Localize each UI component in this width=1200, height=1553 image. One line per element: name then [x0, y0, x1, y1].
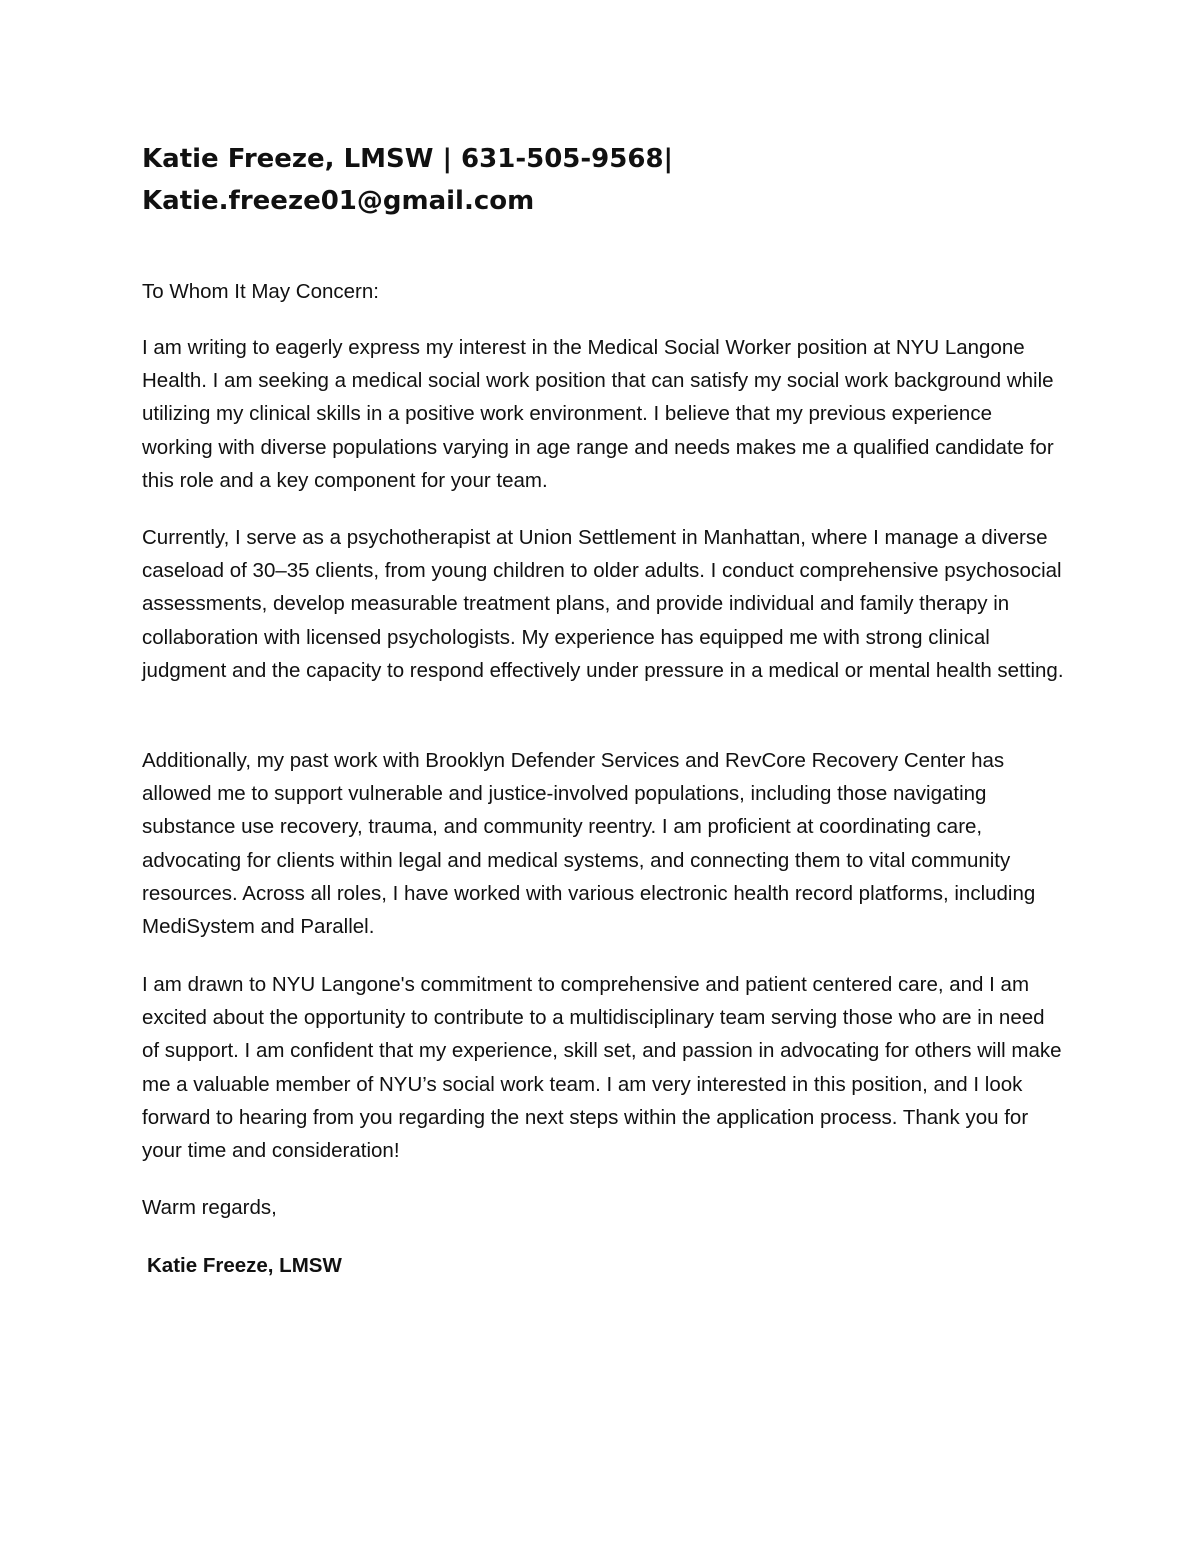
paragraph-intro: I am writing to eagerly express my interest in the Medical Social Worker position at NYU Langone Health. I am seeking a medical social work position that can satisfy my social work background while utilizing my clinical skills in a positive work environment. I believe that my previous experience working with diverse populations varying in age range and needs makes me a qualified candidate for this role and a key component for your team.: [142, 336, 1054, 492]
contact-name-phone: Katie Freeze, LMSW | 631-505-9568|: [142, 144, 674, 174]
salutation: To Whom It May Concern:: [142, 280, 379, 303]
signature: Katie Freeze, LMSW: [147, 1254, 342, 1277]
paragraph-past-experience: Additionally, my past work with Brooklyn Defender Services and RevCore Recovery Center has allowed me to support vulnerable and justice-involved populations, including those navigating substance use recovery, trauma, and community reentry. I am proficient at coordinating care, advocating for clients within legal and medical systems, and connecting them to vital community resources. Across all roles, I have worked with various electronic health record platforms, including MediSystem and Parallel.: [142, 749, 1036, 939]
contact-header: [142, 138, 1082, 222]
contact-email: Katie.freeze01@gmail.com: [142, 186, 535, 216]
paragraph-closing-interest: I am drawn to NYU Langone's commitment to comprehensive and patient centered care, and I am excited about the opportunity to contribute to a multidisciplinary team serving those who are in need of support. I am confident that my experience, skill set, and passion in advocating for others will make me a valuable member of NYU’s social work team. I am very interested in this position, and I look forward to hearing from you regarding the next steps within the application process. Thank you for your time and consideration!: [142, 973, 1062, 1163]
paragraph-current-role: Currently, I serve as a psychotherapist at Union Settlement in Manhattan, where I manage a diverse caseload of 30–35 clients, from young children to older adults. I conduct comprehensive psychosocial assessments, develop measurable treatment plans, and provide individual and family therapy in collaboration with licensed psychologists. My experience has equipped me with strong clinical judgment and the capacity to respond effectively under pressure in a medical or mental health setting.: [142, 526, 1064, 682]
closing-line: Warm regards,: [142, 1196, 277, 1219]
